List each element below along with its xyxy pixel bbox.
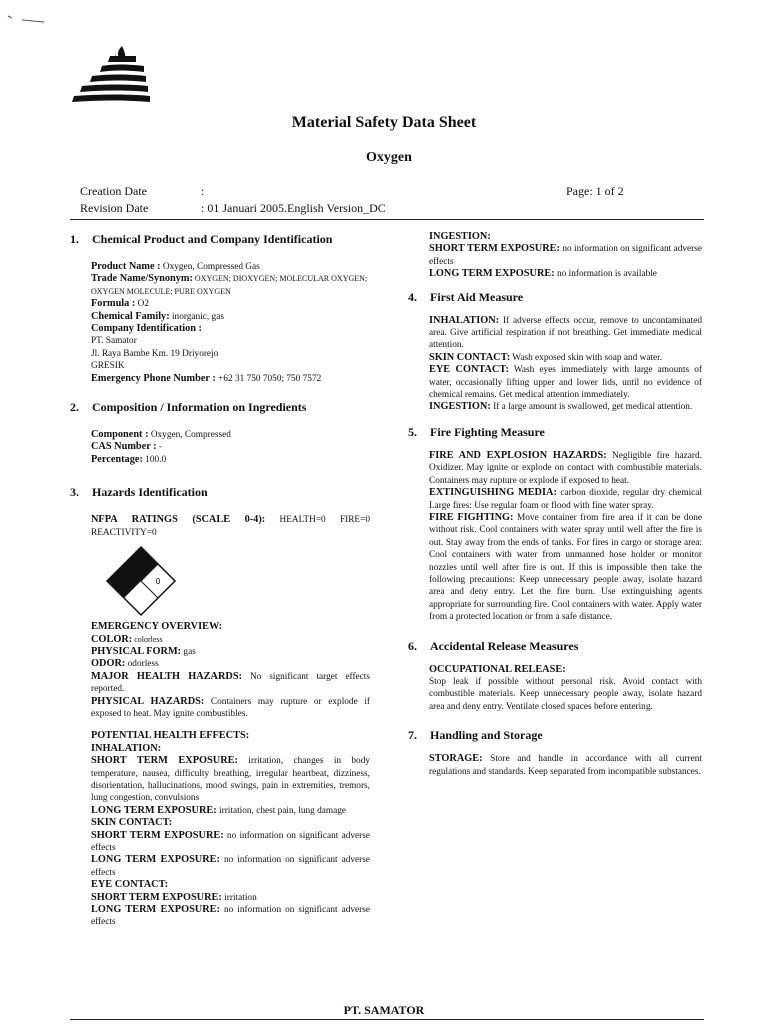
creation-date-value: : xyxy=(201,184,205,198)
company-logo-icon xyxy=(72,44,150,106)
footer-rule xyxy=(70,1019,704,1020)
right-column: INGESTION: SHORT TERM EXPOSURE: no information on significant adverse effects LONG TERM EXPOSURE: no information is available 4. First Aid Measure INHALATION: If adverse effects occur, remove to uncontaminated area. Give artificial respiration if not breathing. Get immediate medical attention. SKIN CONTACT: Wash exposed skin with soap and water. EYE CONTACT: Wash eyes immediately with large amounts of water, occasionally lifting upper and lower lids, until no evidence of chemical remains. Get medical attention immediately. INGESTION: If a large amount is swallowed, get medical attention. 5. Fire Fighting Measure FIRE AND EXPLOSION HAZARDS: Negligible fire hazard. Oxidizer. May ignite or explode on contact with combustible materials. Containers may rupture or explode if exposed to heat. EXTINGUISHING MEDIA: carbon dioxide, regular dry chemical Large fires: Use regular foam or flood with fine water spray. FIRE FIGHTING: Move container from fire area if it can be done without risk. Cool containers with water spray until well after the fire is out. Stay away from the ends of tanks. For fires in cargo or storage area: Cool containers with water from unmanned hose holder or monitor nozzles until well after fire is out. If this is impossible then take the following precautions: Keep unnecessary people away, isolate hazard area and deny entry. Let the fire burn. Use extinguishing agents appropriate for surrounding fire. Cool containers with water. Apply water from a protected location or from a safe distance. 6. Accidental Release Measures OCCUPATIONAL RELEASE: Stop leak if possible without personal risk. Avoid contact with combustible materials. Keep unnecessary people away, isolate hazard area and deny entry. Ventilate closed spaces before entering. 7. Handling and Storage STORAGE: Store and handle in accordance with all current regulations and standards. Keep separated from incompatible substances. xyxy=(408,231,703,777)
section-5-heading: 5. Fire Fighting Measure xyxy=(408,424,545,439)
revision-date-label: Revision Date xyxy=(80,201,149,215)
section-3-heading: 3. Hazards Identification xyxy=(70,485,208,500)
creation-date-label: Creation Date xyxy=(80,184,147,198)
nfpa-reactivity-value: 0 xyxy=(155,577,161,587)
nfpa-diamond-icon xyxy=(105,545,177,617)
section-6-heading: 6. Accidental Release Measures xyxy=(408,638,579,653)
page-number: Page: 1 of 2 xyxy=(566,184,624,198)
section-4-heading: 4. First Aid Measure xyxy=(408,289,524,304)
product-title: Oxygen xyxy=(366,150,412,165)
section-1-heading: 1. Chemical Product and Company Identification xyxy=(70,232,333,246)
section-2-heading: 2. Composition / Information on Ingredients xyxy=(70,400,307,415)
left-column: 1. Chemical Product and Company Identification Product Name : Oxygen, Compressed Gas Trade Name/Synonym: OXYGEN; DIOXYGEN; MOLECULAR OXYGEN; OXYGEN MOLECULE; PURE OXYGEN Formula : O2 Chemical Family: inorganic, gas Company Identification : PT. Samator Jl. Raya Bambe Km. 19 Driyorejo GRESIK Emergency Phone Number : +62 31 750 7050; 750 7572 2. Composition / Information on Ingredients Component : Oxygen, Compressed CAS Number : - Percentage: 100.0 3. Hazards Identification NFPA RATINGS (SCALE 0-4): HEALTH=0 FIRE=0 REACTIVITY=0 0 EMERGENCY OVERVIEW: COLOR: colorless PHYSICAL FORM: gas ODOR: odorless MAJOR HEALTH HAZARDS: No significant target effects reported. PHYSICAL HAZARDS: Containers may rupture or explode if exposed to heat. May ignite combustibles. POTENTIAL HEALTH EFFECTS: INHALATION: SHORT TERM EXPOSURE: irritation, changes in body temperature, nausea, difficulty breathing, irregular heartbeat, dizziness, disorientation, hallucinations, mood swings, pain in extremities, tremors, lung congestion, convulsions LONG TERM EXPOSURE: irritation, chest pain, lung damage SKIN CONTACT: SHORT TERM EXPOSURE: no information on significant adverse effects LONG TERM EXPOSURE: no information on significant adverse effects EYE CONTACT: SHORT TERM EXPOSURE: irritation LONG TERM EXPOSURE: no information on significant adverse effects xyxy=(70,232,371,928)
footer-company: PT. SAMATOR xyxy=(343,1003,425,1017)
section-7-heading: 7. Handling and Storage xyxy=(408,728,543,743)
scan-mark xyxy=(6,12,46,26)
document-title: Material Safety Data Sheet xyxy=(291,114,477,131)
header-rule xyxy=(70,219,704,220)
revision-date-value: : 01 Januari 2005.English Version_DC xyxy=(201,201,386,215)
